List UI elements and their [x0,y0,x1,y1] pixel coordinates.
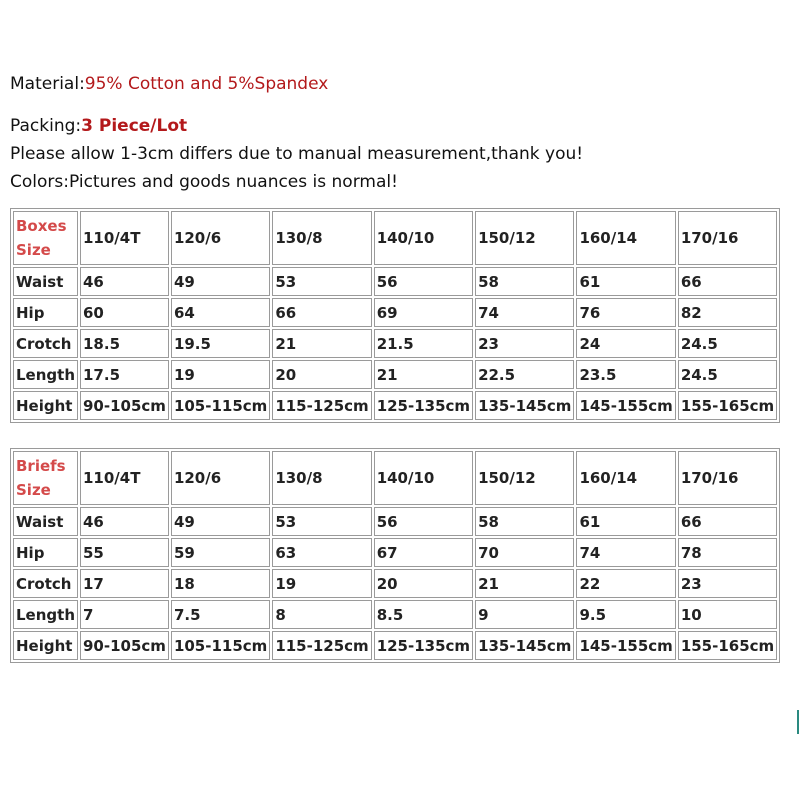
row-label-cell: Crotch [13,329,78,358]
value-cell: 78 [678,538,777,567]
size-header-cell: 130/8 [272,451,371,505]
corner-label: Size [16,241,51,259]
value-cell: 8.5 [374,600,473,629]
value-cell: 55 [80,538,169,567]
value-cell: 18.5 [80,329,169,358]
table-row [13,600,777,629]
value-cell: 60 [80,298,169,327]
table-row [13,267,777,296]
row-label-cell: Length [13,360,78,389]
value-cell: 155-165cm [678,631,777,660]
value-cell: 19.5 [171,329,270,358]
row-label-cell: Waist [13,267,78,296]
corner-cell [13,211,78,265]
value-cell: 115-125cm [272,631,371,660]
row-label-cell: Crotch [13,569,78,598]
material-line [10,74,328,94]
value-cell: 20 [374,569,473,598]
value-cell: 24.5 [678,360,777,389]
size-header-cell: 160/14 [576,211,675,265]
packing-label: Packing: [10,116,82,136]
table-row [13,360,777,389]
size-header-cell: 170/16 [678,211,777,265]
size-header-cell: 160/14 [576,451,675,505]
value-cell: 58 [475,267,574,296]
size-header-cell: 170/16 [678,451,777,505]
value-cell: 64 [171,298,270,327]
size-header-cell: 120/6 [171,211,270,265]
size-header-cell: 120/6 [171,451,270,505]
value-cell: 66 [678,507,777,536]
value-cell: 67 [374,538,473,567]
value-cell: 23 [678,569,777,598]
value-cell: 145-155cm [576,631,675,660]
value-cell: 135-145cm [475,631,574,660]
size-header-cell: 150/12 [475,211,574,265]
value-cell: 49 [171,267,270,296]
value-cell: 17 [80,569,169,598]
row-label-cell: Hip [13,298,78,327]
value-cell: 82 [678,298,777,327]
size-header-cell: 140/10 [374,451,473,505]
table-row [13,298,777,327]
value-cell: 105-115cm [171,391,270,420]
value-cell: 24 [576,329,675,358]
row-label-cell: Hip [13,538,78,567]
value-cell: 61 [576,267,675,296]
packing-line [10,116,187,136]
value-cell: 21 [475,569,574,598]
value-cell: 10 [678,600,777,629]
edge-marker [797,710,799,734]
corner-cell [13,451,78,505]
size-header-cell: 110/4T [80,211,169,265]
value-cell: 63 [272,538,371,567]
value-cell: 19 [171,360,270,389]
value-cell: 46 [80,507,169,536]
value-cell: 21 [272,329,371,358]
table-row [13,569,777,598]
value-cell: 46 [80,267,169,296]
value-cell: 22.5 [475,360,574,389]
row-label-cell: Height [13,391,78,420]
value-cell: 90-105cm [80,391,169,420]
value-cell: 21.5 [374,329,473,358]
table-row [13,507,777,536]
value-cell: 23.5 [576,360,675,389]
boxes-size-table [10,208,780,423]
value-cell: 24.5 [678,329,777,358]
value-cell: 58 [475,507,574,536]
value-cell: 105-115cm [171,631,270,660]
value-cell: 9 [475,600,574,629]
colors-note: Colors:Pictures and goods nuances is normal! [10,172,398,192]
table-row [13,329,777,358]
row-label-cell: Height [13,631,78,660]
value-cell: 20 [272,360,371,389]
corner-label: Briefs [16,457,66,475]
value-cell: 22 [576,569,675,598]
size-header-cell: 110/4T [80,451,169,505]
material-value: 95% Cotton and 5%Spandex [84,74,329,94]
value-cell: 56 [374,507,473,536]
measurement-note: Please allow 1-3cm differs due to manual measurement,thank you! [10,144,584,164]
value-cell: 9.5 [576,600,675,629]
value-cell: 76 [576,298,675,327]
value-cell: 8 [272,600,371,629]
header-row [13,451,777,505]
value-cell: 145-155cm [576,391,675,420]
briefs-size-table [10,448,780,663]
value-cell: 125-135cm [374,631,473,660]
value-cell: 115-125cm [272,391,371,420]
value-cell: 69 [374,298,473,327]
value-cell: 56 [374,267,473,296]
row-label-cell: Length [13,600,78,629]
value-cell: 61 [576,507,675,536]
value-cell: 18 [171,569,270,598]
value-cell: 23 [475,329,574,358]
size-header-cell: 150/12 [475,451,574,505]
value-cell: 66 [678,267,777,296]
value-cell: 74 [576,538,675,567]
value-cell: 59 [171,538,270,567]
corner-label: Size [16,481,51,499]
value-cell: 17.5 [80,360,169,389]
value-cell: 135-145cm [475,391,574,420]
value-cell: 53 [272,267,371,296]
header-row [13,211,777,265]
value-cell: 49 [171,507,270,536]
value-cell: 66 [272,298,371,327]
corner-label: Boxes [16,217,67,235]
value-cell: 21 [374,360,473,389]
table-row [13,391,777,420]
table-row [13,538,777,567]
size-header-cell: 140/10 [374,211,473,265]
value-cell: 53 [272,507,371,536]
value-cell: 125-135cm [374,391,473,420]
value-cell: 70 [475,538,574,567]
row-label-cell: Waist [13,507,78,536]
size-header-cell: 130/8 [272,211,371,265]
table-row [13,631,777,660]
value-cell: 19 [272,569,371,598]
value-cell: 7.5 [171,600,270,629]
material-label: Material: [10,74,85,94]
value-cell: 7 [80,600,169,629]
value-cell: 74 [475,298,574,327]
packing-value: 3 Piece/Lot [81,116,188,136]
value-cell: 155-165cm [678,391,777,420]
value-cell: 90-105cm [80,631,169,660]
